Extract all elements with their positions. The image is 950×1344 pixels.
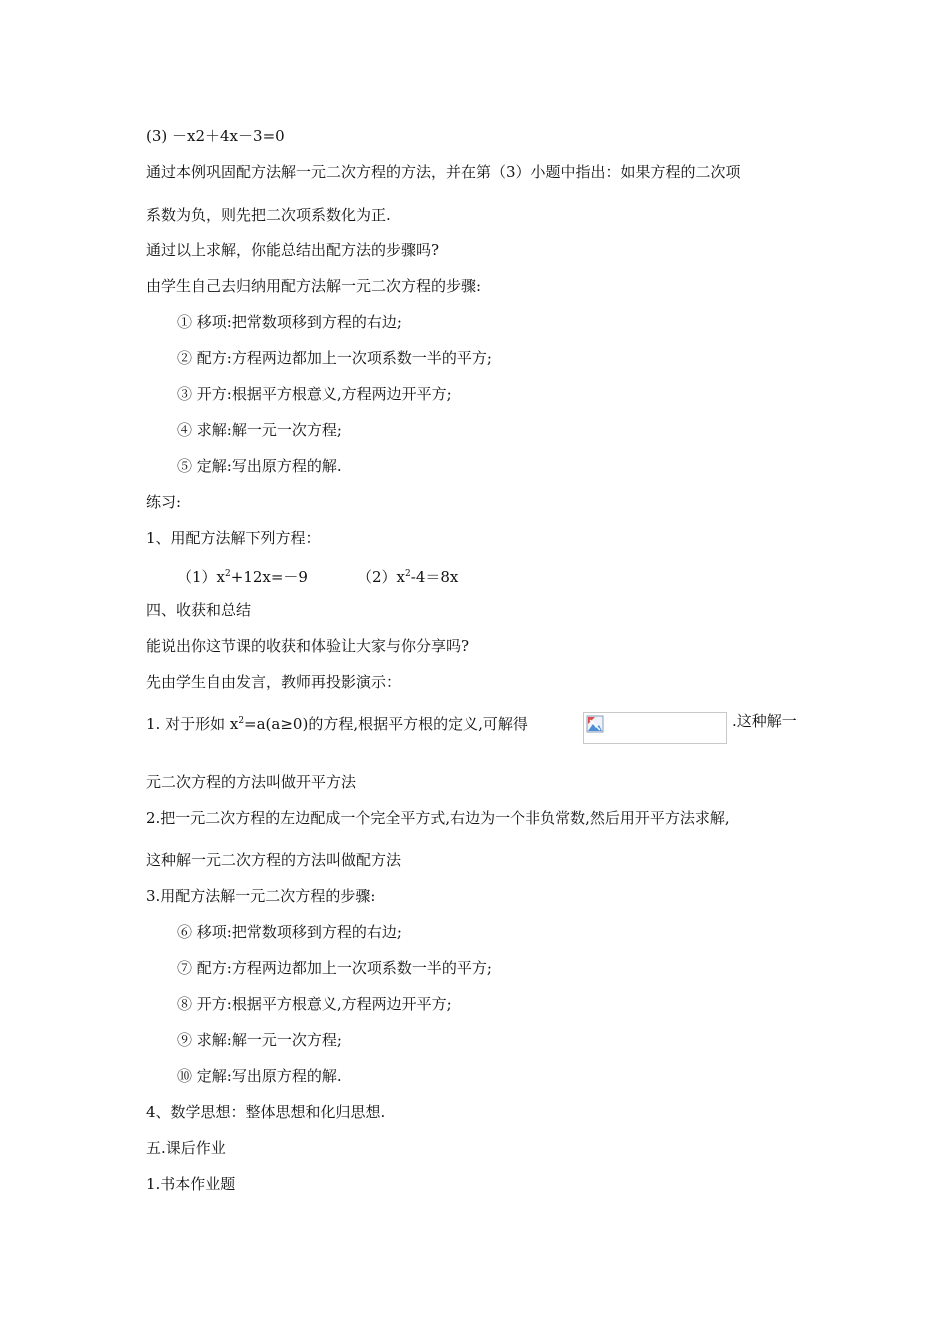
exercise-instruction: 1、用配方法解下列方程： [146, 529, 321, 547]
paragraph-line: .这种解一 [732, 712, 797, 730]
summary-point-4: 4、数学思想：整体思想和化归思想. [146, 1103, 386, 1121]
step-item: ⑨ 求解:解一元一次方程; [177, 1031, 342, 1049]
exercise-problem-2: $(2)x^2-4=8x$ [357, 568, 459, 586]
equation-3: (3) －x2＋4x－3=0 [146, 127, 285, 145]
paragraph-line: 通过本例巩固配方法解一元二次方程的方法，并在第（3）小题中指出：如果方程的二次项 [146, 163, 741, 181]
paragraph-line: 系数为负，则先把二次项系数化为正. [146, 206, 391, 224]
summary-point-3: 3.用配方法解一元二次方程的步骤: [146, 887, 376, 905]
step-item: ⑥ 移项:把常数项移到方程的右边; [177, 923, 402, 941]
exercise-problem-1: $(1)x^2+12x=-9$ [177, 568, 308, 586]
broken-image-icon [586, 715, 604, 733]
section-heading: 四、收获和总结 [146, 601, 252, 619]
paragraph-line: 元二次方程的方法叫做开平方法 [146, 773, 357, 791]
homework-item: 1.书本作业题 [146, 1175, 236, 1193]
step-item: ④ 求解:解一元一次方程; [177, 421, 342, 439]
summary-point-2: 2.把一元二次方程的左边配成一个完全平方式,右边为一个非负常数,然后用开平方法求解, [146, 809, 730, 827]
paragraph-line: 先由学生自由发言，教师再投影演示： [146, 673, 402, 691]
step-item: ① 移项:把常数项移到方程的右边; [177, 313, 402, 331]
step-item: ② 配方:方程两边都加上一次项系数一半的平方; [177, 349, 492, 367]
paragraph-line: 这种解一元二次方程的方法叫做配方法 [146, 851, 402, 869]
section-heading: 五.课后作业 [146, 1139, 226, 1157]
paragraph-line: 通过以上求解，你能总结出配方法的步骤吗? [146, 241, 440, 259]
step-item: ⑧ 开方:根据平方根意义,方程两边开平方; [177, 995, 452, 1013]
step-item: ⑩ 定解:写出原方程的解. [177, 1067, 342, 1085]
step-item: ⑦ 配方:方程两边都加上一次项系数一半的平方; [177, 959, 492, 977]
paragraph-line: 能说出你这节课的收获和体验让大家与你分享吗? [146, 637, 470, 655]
section-heading: 练习: [146, 493, 182, 511]
step-item: ⑤ 定解:写出原方程的解. [177, 457, 342, 475]
paragraph-line: 由学生自己去归纳用配方法解一元二次方程的步骤: [146, 277, 482, 295]
formula-image-placeholder [583, 712, 727, 744]
step-item: ③ 开方:根据平方根意义,方程两边开平方; [177, 385, 452, 403]
summary-point-1: 1. 对于形如 $x^2=a(a\ge 0)$的方程,根据平方根的定义,可解得 [146, 715, 528, 733]
